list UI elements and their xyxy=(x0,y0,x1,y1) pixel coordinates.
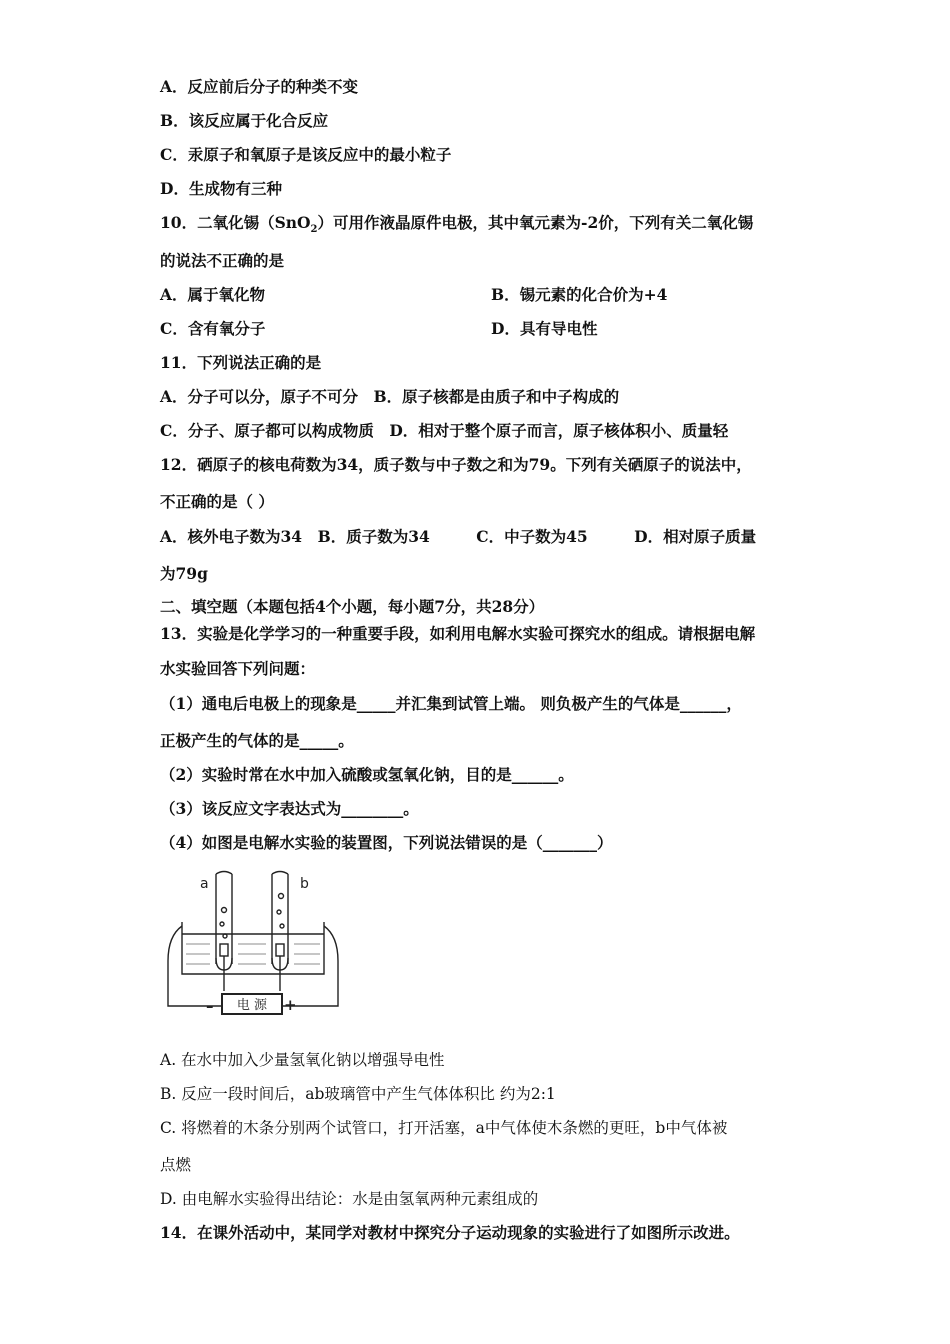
q12-options: A．核外电子数为34 B．质子数为34 C．中子数为45 D．相对原子质量 xyxy=(160,527,757,546)
q13-part2: （2）实验时常在水中加入硫酸或氢氧化钠，目的是______。 xyxy=(160,765,574,784)
q9-option-a: A．反应前后分子的种类不变 xyxy=(160,77,359,96)
q10-option-c: C．含有氧分子 xyxy=(160,319,266,338)
section-title: 二、填空题（本题包括4个小题，每小题7分，共28分） xyxy=(160,597,545,616)
q14-stem: 14．在课外活动中，某同学对教材中探究分子运动现象的实验进行了如图所示改进。 xyxy=(160,1223,740,1242)
test-tube-b xyxy=(272,872,288,965)
power-label: 电 源 xyxy=(236,998,268,1013)
q13-part4: （4）如图是电解水实验的装置图，下列说法错误的是（_______） xyxy=(160,833,613,852)
q10-stem-pre: 10．二氧化锡（SnO xyxy=(160,213,311,232)
beaker xyxy=(182,922,324,974)
q9-option-d: D．生成物有三种 xyxy=(160,179,282,198)
q10-option-d: D．具有导电性 xyxy=(491,319,598,338)
electrolysis-apparatus-figure xyxy=(160,866,350,1026)
q13-part1-line2: 正极产生的气体的是_____。 xyxy=(160,731,354,750)
q13-option-a: A. 在水中加入少量氢氧化钠以增强导电性 xyxy=(160,1051,445,1069)
q9-option-b: B．该反应属于化合反应 xyxy=(160,111,329,130)
q10-stem xyxy=(160,213,753,240)
q13-stem: 13．实验是化学学习的一种重要手段，如利用电解水实验可探究水的组成。请根据电解 xyxy=(160,624,756,643)
label-a: a xyxy=(200,876,209,892)
q13-option-b: B. 反应一段时间后，ab玻璃管中产生气体体积比 约为2:1 xyxy=(160,1085,556,1103)
q12-stem: 12．硒原子的核电荷数为34，质子数与中子数之和为79。下列有关硒原子的说法中， xyxy=(160,455,752,474)
q13-part3: （3）该反应文字表达式为________。 xyxy=(160,799,419,818)
plus-sign: + xyxy=(284,996,297,1014)
q10-stem-line2: 的说法不正确的是 xyxy=(160,251,285,270)
q12-options-line2: 为79g xyxy=(160,564,208,583)
q13-option-d: D. 由电解水实验得出结论：水是由氢氧两种元素组成的 xyxy=(160,1190,539,1208)
wire xyxy=(168,926,222,1006)
q13-part1: （1）通电后电极上的现象是_____并汇集到试管上端。 则负极产生的气体是______， xyxy=(160,694,742,713)
test-tube-a xyxy=(216,872,232,965)
q10-stem-sub: 2 xyxy=(310,224,318,236)
q11-options-line2: C．分子、原子都可以构成物质 D．相对于整个原子而言，原子核体积小、质量轻 xyxy=(160,421,729,440)
label-b: b xyxy=(300,876,309,892)
q13-option-c: C. 将燃着的木条分别两个试管口，打开活塞，a中气体使木条燃的更旺，b中气体被 xyxy=(160,1119,728,1137)
q11-stem: 11．下列说法正确的是 xyxy=(160,353,322,372)
q13-option-c-line2: 点燃 xyxy=(160,1156,192,1174)
q10-option-a: A．属于氧化物 xyxy=(160,285,266,304)
q9-option-c: C．汞原子和氧原子是该反应中的最小粒子 xyxy=(160,145,452,164)
q11-options-line1: A．分子可以分，原子不可分 B．原子核都是由质子和中子构成的 xyxy=(160,387,620,406)
q10-stem-post: ）可用作液晶原件电极，其中氧元素为-2价，下列有关二氧化锡 xyxy=(317,213,754,232)
q10-option-b: B．锡元素的化合价为+4 xyxy=(491,285,668,304)
q12-stem-line2: 不正确的是（ ） xyxy=(160,492,274,511)
minus-sign: – xyxy=(206,997,214,1015)
q13-stem-line2: 水实验回答下列问题： xyxy=(160,659,316,678)
